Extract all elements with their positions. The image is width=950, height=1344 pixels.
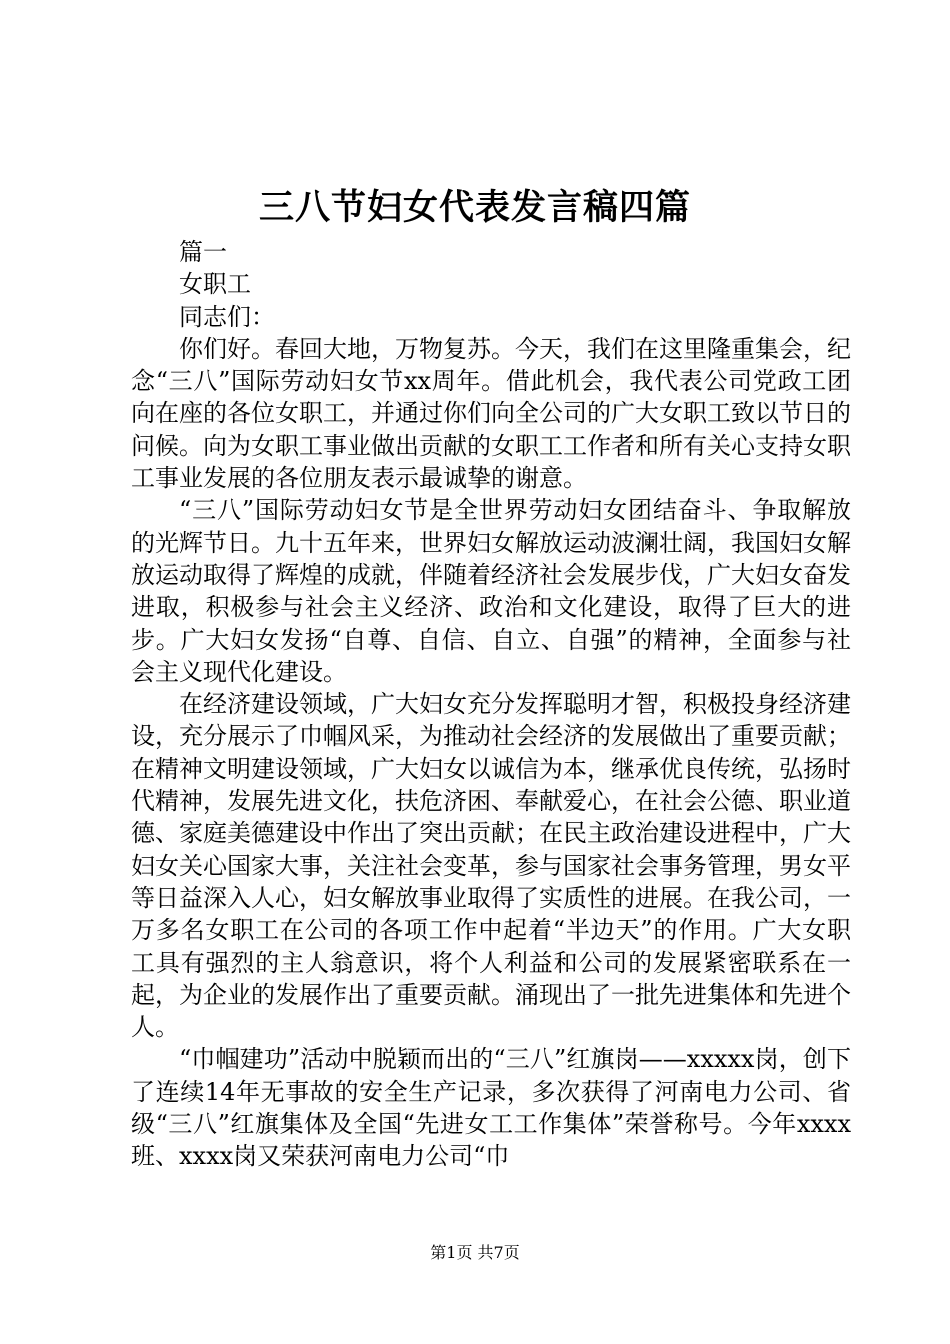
section-heading: 篇一 (179, 238, 227, 266)
paragraph: 你们好。春回大地，万物复苏。今天，我们在这里隆重集会，纪念“三八”国际劳动妇女节xx周年。借此机会，我代表公司党政工团向在座的各位女职工，并通过你们向全公司的广大女职工致以节日的问候。向为女职工事业做出贡献的女职工工作者和所有关心支持女职工事业发展的各位朋友表示最诚挚的谢意。 (131, 334, 851, 493)
document-body (131, 236, 851, 1173)
document-title: 三八节妇女代表发言稿四篇 (258, 187, 691, 228)
paragraph: “三八”国际劳动妇女节是全世界劳动妇女团结奋斗、争取解放的光辉节日。九十五年来，世界妇女解放运动波澜壮阔，我国妇女解放运动取得了辉煌的成就，伴随着经济社会发展步伐，广大妇女奋发进取，积极参与社会主义经济、政治和文化建设，取得了巨大的进步。广大妇女发扬“自尊、自信、自立、自强”的精神，全面参与社会主义现代化建设。 (131, 496, 851, 686)
paragraph: “巾帼建功”活动中脱颖而出的“三八”红旗岗——xxxxx岗，创下了连续14年无事故的安全生产记录，多次获得了河南电力公司、省级“三八”红旗集体及全国“先进女工工作集体”荣誉称号。今年xxxx班、xxxx岗又荣获河南电力公司“巾 (131, 1045, 851, 1171)
salutation: 同志们： (179, 302, 275, 331)
paragraph: 在经济建设领域，广大妇女充分发挥聪明才智，积极投身经济建设，充分展示了巾帼风采，为推动社会经济的发展做出了重要贡献；在精神文明建设领域，广大妇女以诚信为本，继承优良传统，弘扬时代精神，发展先进文化，扶危济困、奉献爱心，在社会公德、职业道德、家庭美德建设中作出了突出贡献；在民主政治建设进程中，广大妇女关心国家大事，关注社会变革，参与国家社会事务管理，男女平等日益深入人心，妇女解放事业取得了实质性的进展。在我公司，一万多名女职工在公司的各项工作中起着“半边天”的作用。广大女职工具有强烈的主人翁意识，将个人利益和公司的发展紧密联系在一起，为企业的发展作出了重要贡献。涌现出了一批先进集体和先进个人。 (131, 690, 851, 1042)
speaker-line: 女职工 (179, 270, 251, 299)
page-number-footer: 第1页 共7页 (430, 1243, 520, 1262)
